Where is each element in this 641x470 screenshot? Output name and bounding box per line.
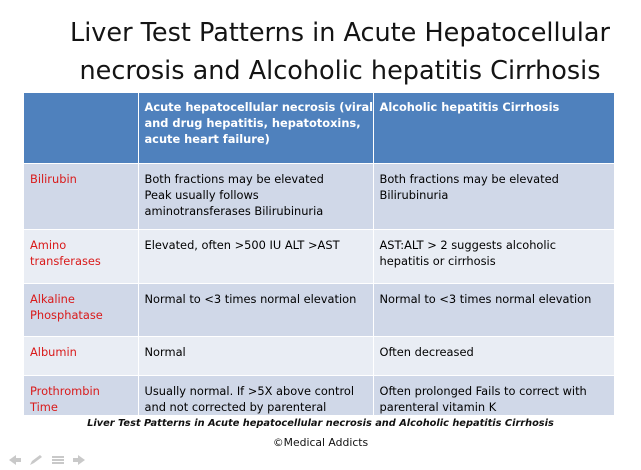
row-label-prothrombin-time: Prothrombin Time — [24, 376, 138, 416]
slideshow-nav — [6, 451, 88, 465]
cell-acute: Normal — [138, 337, 373, 376]
table-row — [24, 230, 614, 284]
row-label-albumin: Albumin — [24, 337, 138, 376]
previous-icon[interactable] — [6, 451, 22, 463]
liver-test-table — [24, 93, 615, 416]
header-empty-cell — [24, 93, 138, 164]
liver-test-table-wrapper — [24, 93, 614, 416]
header-alcoholic-hepatitis: Alcoholic hepatitis Cirrhosis — [373, 93, 614, 164]
header-acute-necrosis: Acute hepatocellular necrosis (viral and drug hepatitis, hepatotoxins, acute heart failure) — [138, 93, 373, 164]
cell-alcoholic: Normal to <3 times normal elevation — [373, 284, 614, 337]
row-label-bilirubin: Bilirubin — [24, 164, 138, 230]
table-row — [24, 337, 614, 376]
table-row — [24, 164, 614, 230]
cell-alcoholic: AST:ALT > 2 suggests alcoholic hepatitis or cirrhosis — [373, 230, 614, 284]
menu-icon[interactable] — [50, 451, 66, 463]
cell-alcoholic: Often prolonged Fails to correct with parenteral vitamin K — [373, 376, 614, 416]
cell-alcoholic: Both fractions may be elevated Bilirubinuria — [373, 164, 614, 230]
cell-acute: Elevated, often >500 IU ALT >AST — [138, 230, 373, 284]
slide-title-line-1: Liver Test Patterns in Acute Hepatocellular — [70, 18, 610, 48]
slide-caption: Liver Test Patterns in Acute hepatocellular necrosis and Alcoholic hepatitis Cirrhosis — [87, 418, 554, 429]
next-icon[interactable] — [72, 451, 88, 463]
slide-title-line-2: necrosis and Alcoholic hepatitis Cirrhosis — [79, 56, 601, 86]
cell-acute: Both fractions may be elevated Peak usually follows aminotransferases Bilirubinuria — [138, 164, 373, 230]
row-label-alkaline-phosphatase: Alkaline Phosphatase — [24, 284, 138, 337]
table-row — [24, 284, 614, 337]
cell-acute: Usually normal. If >5X above control and not corrected by parenteral — [138, 376, 373, 416]
table-header-row — [24, 93, 614, 164]
copyright-notice: ©Medical Addicts — [272, 436, 369, 449]
cell-acute: Normal to <3 times normal elevation — [138, 284, 373, 337]
row-label-aminotransferases: Amino transferases — [24, 230, 138, 284]
table-row — [24, 376, 614, 416]
pen-icon[interactable] — [28, 451, 44, 463]
cell-alcoholic: Often decreased — [373, 337, 614, 376]
slide-title — [40, 14, 640, 90]
